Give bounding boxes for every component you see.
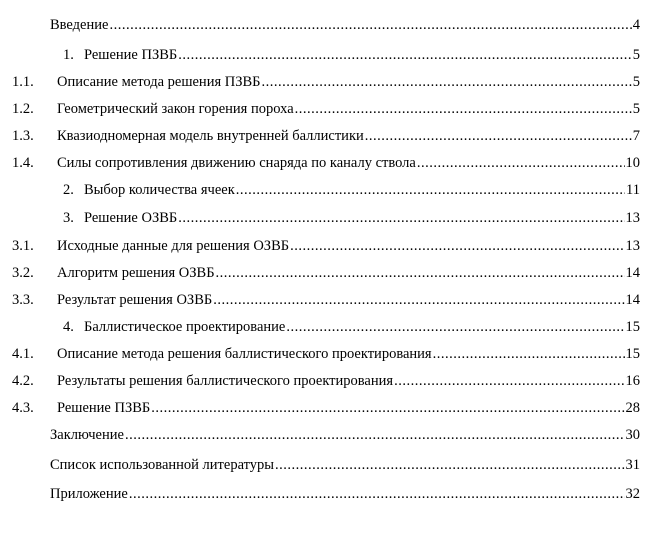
toc-entry-title: Геометрический закон горения пороха	[57, 101, 294, 117]
toc-entry-section-1-1[interactable]	[0, 71, 660, 93]
dot-leader	[109, 14, 631, 36]
toc-entry-title: Силы сопротивления движению снаряда по каналу ствола	[57, 155, 416, 171]
toc-entry-title: Описание метода решения ПЗВБ	[57, 74, 261, 90]
toc-entry-page: 5	[632, 47, 640, 63]
toc-entry-section-1[interactable]	[0, 44, 660, 66]
toc-entry-title: Исходные данные для решения ОЗВБ	[57, 238, 290, 254]
toc-entry-number: 1.4.	[12, 155, 34, 171]
toc-entry-conclusion[interactable]	[0, 424, 660, 446]
toc-entry-title: Введение	[50, 17, 109, 33]
toc-entry-page: 14	[625, 265, 640, 281]
toc-entry-number: 1.3.	[12, 128, 34, 144]
toc-entry-page: 31	[625, 457, 640, 473]
toc-entry-page: 11	[626, 182, 640, 198]
dot-leader	[178, 44, 632, 66]
toc-entry-page: 7	[632, 128, 640, 144]
toc-entry-page: 15	[625, 346, 640, 362]
toc-entry-introduction[interactable]	[0, 14, 660, 36]
toc-entry-section-1-4[interactable]	[0, 152, 660, 174]
toc-entry-appendix[interactable]	[0, 483, 660, 505]
dot-leader	[433, 343, 625, 365]
toc-entry-number: 4.2.	[12, 373, 34, 389]
toc-entry-section-3-3[interactable]	[0, 289, 660, 311]
toc-entry-number: 1.1.	[12, 74, 34, 90]
toc-entry-title: Решение ПЗВБ	[84, 47, 178, 63]
toc-entry-page: 30	[625, 427, 640, 443]
toc-entry-page: 14	[625, 292, 640, 308]
toc-entry-number: 3.3.	[12, 292, 34, 308]
toc-entry-title: Решение ОЗВБ	[84, 210, 178, 226]
toc-entry-section-1-3[interactable]	[0, 125, 660, 147]
toc-entry-title: Алгоритм решения ОЗВБ	[57, 265, 215, 281]
toc-entry-number: 4.3.	[12, 400, 34, 416]
toc-entry-number: 4.1.	[12, 346, 34, 362]
toc-entry-page: 15	[625, 319, 640, 335]
dot-leader	[394, 370, 624, 392]
toc-entry-number: 1.2.	[12, 101, 34, 117]
toc-entry-page: 10	[625, 155, 640, 171]
dot-leader	[417, 152, 625, 174]
toc-entry-section-2[interactable]	[0, 179, 660, 201]
toc-entry-title: Заключение	[50, 427, 124, 443]
toc-entry-section-4-1[interactable]	[0, 343, 660, 365]
dot-leader	[261, 71, 631, 93]
dot-leader	[275, 454, 624, 476]
toc-entry-title: Приложение	[50, 486, 128, 502]
dot-leader	[213, 289, 624, 311]
toc-entry-number: 3.1.	[12, 238, 34, 254]
toc-entry-page: 32	[625, 486, 640, 502]
dot-leader	[290, 235, 624, 257]
toc-entry-number: 3.	[63, 210, 74, 226]
toc-entry-page: 4	[632, 17, 640, 33]
toc-entry-section-3-1[interactable]	[0, 235, 660, 257]
toc-entry-title: Описание метода решения баллистического проектирования	[57, 346, 432, 362]
toc-entry-title: Квазиодномерная модель внутренней баллистики	[57, 128, 364, 144]
toc-entry-section-3[interactable]	[0, 207, 660, 229]
toc-entry-title: Результаты решения баллистического проектирования	[57, 373, 394, 389]
toc-entry-page: 13	[625, 210, 640, 226]
toc-entry-section-4-2[interactable]	[0, 370, 660, 392]
toc-entry-page: 13	[625, 238, 640, 254]
toc-entry-number: 4.	[63, 319, 74, 335]
toc-entry-references[interactable]	[0, 454, 660, 476]
toc-entry-section-4-3[interactable]	[0, 397, 660, 419]
dot-leader	[295, 98, 632, 120]
toc-entry-title: Баллистическое проектирование	[84, 319, 286, 335]
dot-leader	[236, 179, 625, 201]
toc-entry-number: 2.	[63, 182, 74, 198]
dot-leader	[286, 316, 624, 338]
dot-leader	[125, 424, 625, 446]
toc-entry-page: 5	[632, 101, 640, 117]
toc-entry-title: Список использованной литературы	[50, 457, 275, 473]
toc-entry-number: 3.2.	[12, 265, 34, 281]
toc-entry-section-1-2[interactable]	[0, 98, 660, 120]
toc-entry-title: Выбор количества ячеек	[84, 182, 235, 198]
toc-entry-page: 16	[625, 373, 640, 389]
toc-entry-section-3-2[interactable]	[0, 262, 660, 284]
toc-entry-section-4[interactable]	[0, 316, 660, 338]
toc-entry-page: 5	[632, 74, 640, 90]
dot-leader	[216, 262, 625, 284]
dot-leader	[129, 483, 625, 505]
toc-entry-number: 1.	[63, 47, 74, 63]
dot-leader	[365, 125, 632, 147]
toc-entry-title: Результат решения ОЗВБ	[57, 292, 213, 308]
toc-entry-page: 28	[625, 400, 640, 416]
dot-leader	[151, 397, 624, 419]
dot-leader	[178, 207, 624, 229]
toc-entry-title: Решение ПЗВБ	[57, 400, 151, 416]
